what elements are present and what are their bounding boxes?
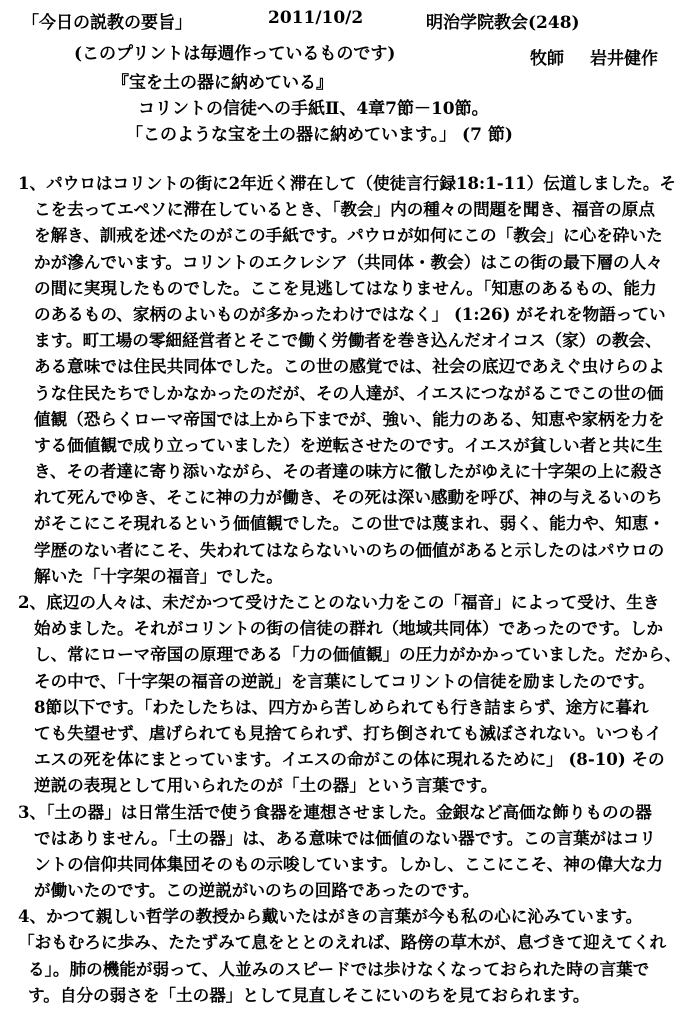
- paragraph-line: の間に実現したものでした。ここを見逃してはなりません。「知恵のあるもの、能力: [34, 277, 657, 298]
- sermon-body: [18, 170, 682, 1008]
- summary-title: 「今日の説教の要旨」: [22, 13, 192, 33]
- section-3: [18, 799, 682, 904]
- paragraph-line: うな住民たちでしかなかったのだが、その人達が、イエスにつながるこでこの世の価: [34, 382, 664, 403]
- paragraph-line: エスの死を体にまとっています。イエスの命がこの体に現れるために」 (8-10) その: [34, 749, 665, 770]
- print-note: (このプリントは毎週作っているものです): [74, 44, 396, 64]
- paragraph-line: 学歴のない者にこそ、失われてはならないいのちの価値があると示したのはパウロの: [34, 539, 665, 560]
- paragraph-line: 解いた「十字架の福音」でした。: [34, 565, 283, 586]
- sermon-date: 2011/10/2: [268, 8, 364, 28]
- paragraph-line: が働いたのです。この逆説がいのちの回路であったのです。: [34, 880, 480, 901]
- section-4: [18, 903, 682, 1008]
- paragraph-line: 逆説の表現として用いられたのが「土の器」という言葉です。: [34, 775, 498, 796]
- paragraph-line: ではありません。「土の器」は、ある意味では価値のない器です。この言葉がはコリ: [34, 827, 656, 848]
- pastor-name: 岩井健作: [590, 49, 658, 69]
- paragraph-line: する価値観で成り立っていました）を逆転させたのです。イエスが貧しい者と共に生: [34, 434, 663, 455]
- paragraph-line: 2、底辺の人々は、未だかつて受けたことのない力をこの「福音」によって受け、生き: [18, 592, 660, 612]
- paragraph-line: を解き、訓戒を述べたのがこの手紙です。パウロが如何にこの「教会」に心を砕いた: [34, 225, 663, 246]
- paragraph-line: す。自分の弱さを「土の器」として見直しそこにいのちを見ておられます。: [28, 984, 590, 1005]
- paragraph-line: れて死んでゆき、そこに神の力が働き、その死は深い感動を呼び、神の与えるいのち: [34, 487, 663, 508]
- paragraph-line: かが滲んでいます。コリントのエクレシア（共同体・教会）はこの街の最下層の人々: [34, 251, 663, 272]
- paragraph-line: 3、「土の器」は日常生活で使う食器を連想させました。金銀など高価な飾りものの器: [18, 801, 652, 822]
- paragraph-line: 値観（恐らくローマ帝国では上から下までが、強い、能力のある、知恵や家柄を力を: [34, 408, 665, 429]
- pastor-label: 牧師: [530, 49, 564, 69]
- paragraph-line: ある意味では住民共同体でした。この世の感覚では、社会の底辺であえぐ虫けらのよ: [34, 356, 665, 377]
- paragraph-line: し、常にローマ帝国の原理である「力の価値観」の圧力がかかっていました。だから、: [34, 644, 682, 665]
- church-name: 明治学院教会(248): [426, 13, 580, 33]
- paragraph-line: 始めました。それがコリントの街の信徒の群れ（地域共同体）であったのです。しか: [34, 618, 664, 639]
- paragraph-line: る」。肺の機能が弱って、人並みのスピードでは歩けなくなっておられた時の言葉で: [28, 958, 650, 979]
- paragraph-line: 8節以下です。「わたしたちは、四方から苦しめられても行き詰まらず、途方に暮れ: [34, 696, 649, 717]
- paragraph-line: がそこにこそ現れるという価値観でした。この世では蔑まれ、弱く、能力や、知恵・: [34, 513, 665, 534]
- paragraph-line: ます。町工場の零細経営者とそこで働く労働者を巻き込んだオイコス（家）の教会、: [34, 330, 662, 351]
- scripture-reference: コリントの信徒への手紙Ⅱ、4章7節－10節。: [138, 99, 489, 119]
- paragraph-line: 4、かつて親しい哲学の教授から戴いたはがきの言葉が今も私の心に沁みています。: [18, 906, 643, 927]
- section-1: [18, 170, 682, 589]
- paragraph-line: き、その者達に寄り添いながら、その者達の味方に徹したがゆえに十字架の上に殺さ: [34, 461, 664, 482]
- paragraph-line: ントの信仰共同体集団そのもの示唆しています。しかし、ここにこそ、神の偉大な力: [34, 853, 663, 874]
- verse-quote: 「このような宝を土の器に納めています。」 (7 節): [126, 125, 513, 145]
- paragraph-line: ても失望せず、虐げられても見捨てられず、打ち倒されても滅ぼされない。いつもイ: [34, 722, 662, 743]
- paragraph-line: こを去ってエペソに滞在しているとき、「教会」内の種々の問題を聞き、福音の原点: [34, 199, 655, 220]
- sermon-title: 『宝を土の器に納めている』: [112, 73, 333, 93]
- paragraph-line: その中で、「十字架の福音の逆説」を言葉にしてコリントの信徒を励ましたのです。: [34, 670, 655, 691]
- paragraph-line: 「おもむろに歩み、たたずみて息をととのえれば、路傍の草木が、息づきて迎えてくれ: [18, 932, 667, 953]
- paragraph-line: 1、パウロはコリントの街に2年近く滞在して（使徒言行録18:1-11）伝道しました。そ: [18, 173, 677, 193]
- section-2: [18, 589, 682, 799]
- paragraph-line: のあるもの、家柄のよいものが多かったわけではなく」 (1:26) がそれを物語ってい: [34, 303, 666, 324]
